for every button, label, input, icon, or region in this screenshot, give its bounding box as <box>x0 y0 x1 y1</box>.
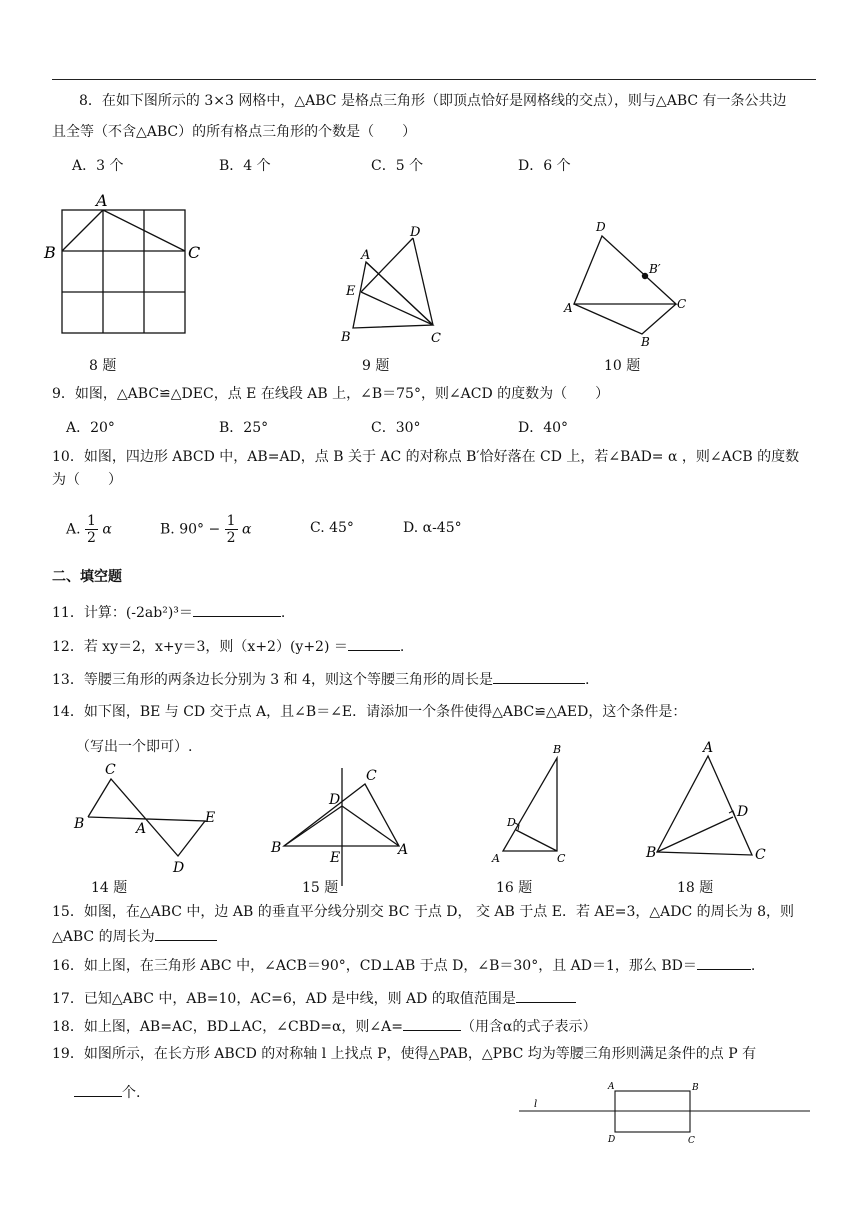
q10-option-b: B. 90° − $\frac{1}{2}$ α <box>160 513 252 546</box>
svg-text:C: C <box>366 768 377 784</box>
fig15-caption: 15 题 <box>302 880 339 896</box>
q8-option-d: D．6 个 <box>518 158 571 174</box>
fig8-caption: 8 题 <box>89 358 117 374</box>
q14-line2: （写出一个即可）. <box>76 739 193 755</box>
q8-option-c: C．5 个 <box>371 158 424 174</box>
q8-option-b: B．4 个 <box>219 158 271 174</box>
q12: 12．若 xy＝2，x+y＝3，则（x+2）(y+2) ＝ . <box>52 636 404 656</box>
fig9-label-e: E <box>346 284 356 299</box>
svg-text:D: D <box>608 1135 616 1145</box>
svg-text:C: C <box>105 762 116 778</box>
fig10-label-b: B <box>641 335 650 349</box>
fig10-label-c: C <box>677 297 687 311</box>
q10-option-c: C. 45° <box>310 520 354 536</box>
q8-option-a: A．3 个 <box>72 158 124 174</box>
svg-text:D: D <box>507 816 516 829</box>
q10-line1: 10．如图，四边形 ABCD 中，AB=AD，点 B 关于 AC 的对称点 B′恰好落在 CD 上，若∠BAD= α ，则∠ACB 的度数 <box>52 449 800 465</box>
fig9-label-d: D <box>410 225 421 240</box>
svg-text:B: B <box>74 816 85 832</box>
fig9-caption: 9 题 <box>362 358 390 374</box>
q10-option-a-fraction: $\frac{1}{2}$ <box>87 513 96 546</box>
svg-text:D: D <box>173 860 185 876</box>
fig10-label-a: A <box>564 301 573 315</box>
q14-line1: 14．如下图，BE 与 CD 交于点 A，且∠B＝∠E．请添加一个条件使得△ABC≌△AED，这个条件是： <box>52 704 687 720</box>
svg-text:A: A <box>492 852 500 865</box>
q19-line1: 19．如图所示，在长方形 ABCD 的对称轴 l 上找点 P，使得△PAB，△PBC 均为等腰三角形则满足条件的点 P 有 <box>52 1046 757 1062</box>
q9-text: 9．如图，△ABC≌△DEC，点 E 在线段 AB 上，∠B＝75°，则∠ACD 的度数为（ ） <box>52 386 610 402</box>
fig18-caption: 18 题 <box>677 880 714 896</box>
q17: 17．已知△ABC 中，AB=10，AC=6，AD 是中线，则 AD 的取值范围是 <box>52 988 576 1008</box>
q10-line2: 为（ ） <box>52 472 122 488</box>
q18: 18．如上图，AB=AC，BD⊥AC，∠CBD=α，则∠A= （用含α的式子表示） <box>52 1016 596 1036</box>
fig14-caption: 14 题 <box>91 880 128 896</box>
q15-line2: △ABC 的周长为 <box>52 926 217 946</box>
svg-text:B: B <box>646 845 657 861</box>
svg-text:A: A <box>703 740 714 756</box>
q19-line2: 个. <box>74 1082 140 1102</box>
fig9-label-c: C <box>431 331 441 346</box>
svg-text:A: A <box>136 821 147 837</box>
svg-text:C: C <box>557 852 566 865</box>
q9-option-c: C．30° <box>371 420 421 436</box>
svg-text:C: C <box>755 847 766 863</box>
svg-text:E: E <box>330 850 341 866</box>
fig8-label-b: B <box>44 243 56 262</box>
svg-text:A: A <box>398 842 409 858</box>
svg-text:E: E <box>205 810 216 826</box>
q9-option-d: D．40° <box>518 420 569 436</box>
svg-text:A: A <box>608 1082 615 1092</box>
q9-option-b: B．25° <box>219 420 269 436</box>
svg-text:D: D <box>737 804 749 820</box>
q10-option-a-label: A. <box>66 521 81 538</box>
svg-text:B: B <box>692 1083 699 1093</box>
q10-option-b-label: B. 90° − <box>160 521 221 538</box>
svg-text:B: B <box>271 840 282 856</box>
svg-text:D: D <box>329 792 341 808</box>
q10-option-b-fraction: $\frac{1}{2}$ <box>226 513 236 546</box>
q9-option-a: A．20° <box>66 420 115 436</box>
q11: 11．计算：(-2ab²)³＝ . <box>52 602 285 622</box>
section-2-title: 二、填空题 <box>52 569 122 585</box>
fig10-label-bprime: B′ <box>649 262 661 276</box>
fig16-caption: 16 题 <box>496 880 533 896</box>
q10-option-a: A. $\frac{1}{2}$ α <box>66 513 112 546</box>
q13: 13．等腰三角形的两条边长分别为 3 和 4，则这个等腰三角形的周长是 . <box>52 669 589 689</box>
fig10-label-d: D <box>596 220 606 234</box>
q10-option-d: D. α-45° <box>403 520 462 536</box>
q15-line1: 15．如图，在△ABC 中，边 AB 的垂直平分线分别交 BC 于点 D， 交 AB 于点 E．若 AE=3，△ADC 的周长为 8，则 <box>52 904 794 920</box>
q8-line2: 且全等（不含△ABC）的所有格点三角形的个数是（ ） <box>52 124 417 140</box>
q8-line1: 8．在如下图所示的 3×3 网格中，△ABC 是格点三角形（即顶点恰好是网格线的交点），则与△ABC 有一条公共边 <box>79 93 787 109</box>
svg-text:B: B <box>553 743 562 756</box>
svg-text:l: l <box>534 1099 538 1110</box>
fig10-caption: 10 题 <box>604 358 641 374</box>
fig8-label-c: C <box>188 243 201 262</box>
svg-text:C: C <box>688 1136 695 1146</box>
fig9-label-b: B <box>341 330 351 345</box>
fig9-label-a: A <box>361 248 371 263</box>
q16: 16．如上图，在三角形 ABC 中，∠ACB＝90°，CD⊥AB 于点 D，∠B＝30°，且 AD＝1，那么 BD＝ . <box>52 955 755 975</box>
fig8-label-a: A <box>96 191 108 210</box>
